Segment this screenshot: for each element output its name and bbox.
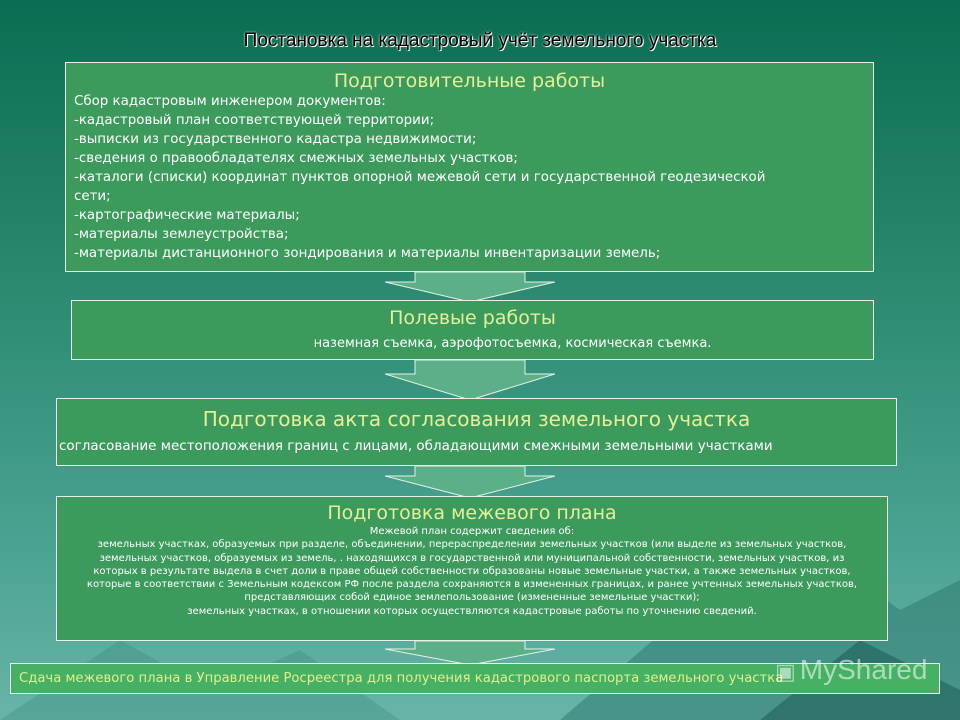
page-title: Постановка на кадастровый учёт земельного участка <box>243 30 717 51</box>
approval-act-text: согласование местоположения границ с лицами, обладающими смежными земельными участками <box>59 438 773 454</box>
presentation-icon: ▣ <box>775 659 796 684</box>
boundary-plan-box <box>56 496 888 641</box>
list-item: -материалы дистанционного зондирования и материалы инвентаризации земель; <box>74 246 661 261</box>
preparatory-works-box <box>65 62 874 272</box>
arrow-down-icon <box>385 360 555 400</box>
approval-act-heading: Подготовка акта согласования земельного участка <box>202 407 751 431</box>
list-item: -картографические материалы; <box>74 208 300 223</box>
preparatory-works-list <box>66 92 873 263</box>
boundary-plan-text <box>57 525 887 618</box>
field-works-heading: Полевые работы <box>389 307 556 329</box>
list-item: -кадастровый план соответствующей территории; <box>74 113 435 128</box>
submission-text: Сдача межевого плана в Управление Росреестра для получения кадастрового паспорта земельного участка <box>19 671 784 686</box>
list-item: -выписки из государственного кадастра недвижимости; <box>74 132 477 147</box>
list-item: -материалы землеустройства; <box>74 227 289 242</box>
arrow-down-icon <box>385 272 555 302</box>
field-works-box <box>71 300 874 360</box>
list-item: земельных участках, образуемых при разделе, объединении, перераспределении земельных участков (или выделе из земельных участков, земельных участков, образуемых из земель, . находящихся в государственной или муниципальной собственности, земельных участков, из которых в результате выдела в счет доли в праве общей собственности образованы новые земельные участки, а также земельных участков, которые в соответствии с Земельным кодексом РФ после раздела сохраняются в измененных границах, и ранее учтенных земельных участков, представляющих собой единое землепользование (измененные земельные участки); <box>86 539 858 604</box>
watermark <box>775 654 927 686</box>
preparatory-works-heading: Подготовительные работы <box>333 70 606 92</box>
arrow-down-icon <box>385 641 555 665</box>
arrow-down-icon <box>385 466 555 498</box>
field-works-text: наземная съемка, аэрофотосъемка, космическая съемка. <box>313 336 712 351</box>
list-item: земельных участках, в отношении которых осуществляются кадастровые работы по уточнению сведений. <box>187 605 757 617</box>
approval-act-box <box>56 398 897 466</box>
boundary-plan-heading: Подготовка межевого плана <box>327 502 617 524</box>
list-item: -сведения о правообладателях смежных земельных участков; <box>74 151 518 166</box>
watermark-text: MyShared <box>799 654 928 685</box>
list-item: Сбор кадастровым инженером документов: <box>74 94 386 109</box>
list-item: -каталоги (списки) координат пунктов опорной межевой сети и государственной геодезической сети; <box>74 170 766 204</box>
list-item: Межевой план содержит сведения об: <box>369 526 575 537</box>
